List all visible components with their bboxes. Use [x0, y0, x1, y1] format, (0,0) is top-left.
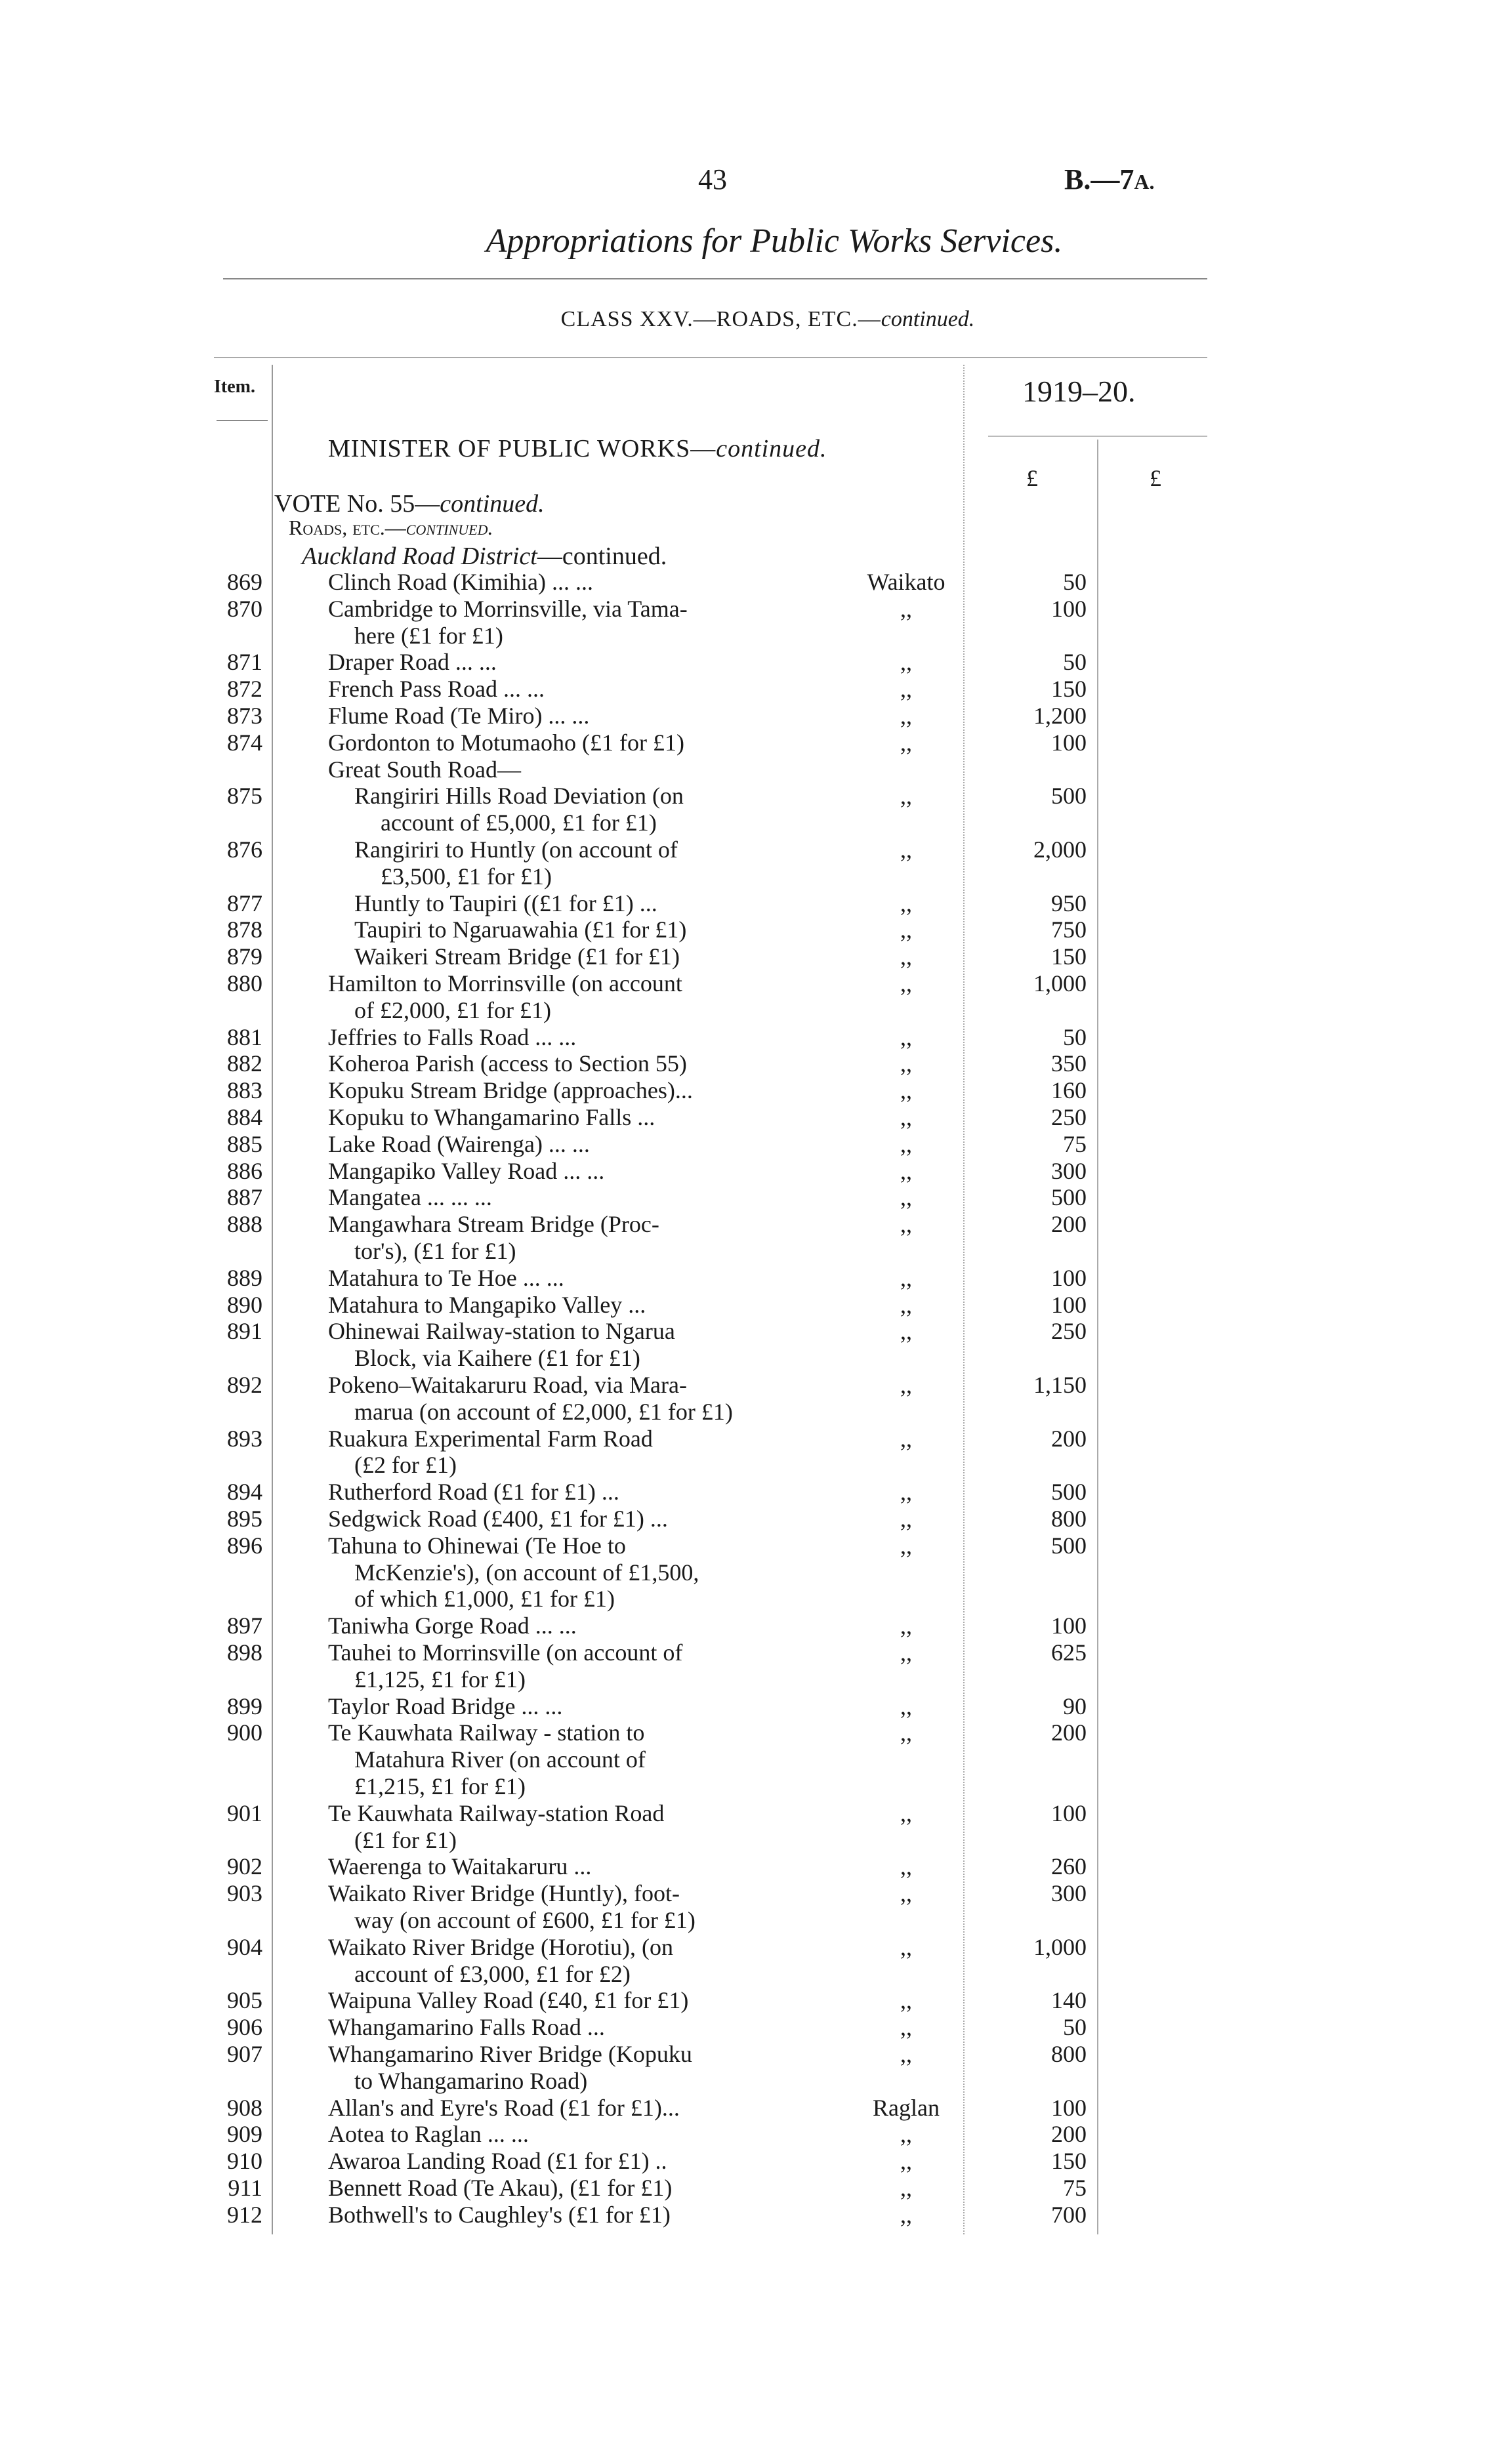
- district-name: ,,: [900, 1372, 912, 1398]
- item-description: Te Kauwhata Railway - station to: [328, 1719, 645, 1746]
- vote-heading: [274, 489, 545, 518]
- item-description: Huntly to Taupiri ((£1 for £1) ...: [354, 890, 657, 916]
- item-description: Waikato River Bridge (Horotiu), (on: [328, 1933, 673, 1960]
- item-number: 899: [227, 1693, 262, 1719]
- title-divider: [223, 278, 1207, 279]
- item-number: 906: [227, 2014, 262, 2041]
- amount-value: 100: [1051, 1612, 1087, 1639]
- item-description: Kopuku to Whangamarino Falls ...: [328, 1104, 655, 1130]
- item-number: 891: [227, 1318, 262, 1345]
- district-name: ,,: [900, 1532, 912, 1559]
- amount-value: 50: [1063, 1023, 1087, 1050]
- district-name: Waikato: [867, 569, 945, 595]
- item-description: Flume Road (Te Miro) ... ...: [328, 703, 590, 729]
- item-description: Matahura to Mangapiko Valley ...: [328, 1291, 646, 1318]
- class-title-main: CLASS XXV.—ROADS, ETC.—: [560, 307, 881, 331]
- currency-symbol-column-2: £: [1150, 465, 1161, 491]
- item-description: Rutherford Road (£1 for £1) ...: [328, 1479, 619, 1506]
- amount-value: 1,000: [1033, 1933, 1087, 1960]
- item-number: 880: [227, 970, 262, 996]
- amount-value: 500: [1051, 783, 1087, 810]
- amount-value: 950: [1051, 890, 1087, 916]
- amount-value: 1,150: [1033, 1372, 1087, 1398]
- item-description: Sedgwick Road (£400, £1 for £1) ...: [328, 1506, 668, 1532]
- item-number: 885: [227, 1130, 262, 1157]
- district-name: ,,: [900, 1130, 912, 1157]
- district-name: ,,: [900, 595, 912, 622]
- amount-value: 350: [1051, 1050, 1087, 1077]
- item-number: 897: [227, 1612, 262, 1639]
- amount-value: 300: [1051, 1157, 1087, 1184]
- item-description-continuation: (£2 for £1): [354, 1452, 457, 1479]
- amount-value: 90: [1063, 1693, 1087, 1719]
- item-number: 900: [227, 1719, 262, 1746]
- item-description-continuation: £1,215, £1 for £1): [354, 1773, 526, 1799]
- year-header-underline: [988, 436, 1207, 437]
- district-heading-suffix: —continued.: [537, 543, 667, 570]
- item-number: 894: [227, 1479, 262, 1506]
- item-description: Ohinewai Railway-station to Ngarua: [328, 1318, 675, 1345]
- amount-value: 100: [1051, 1264, 1087, 1291]
- district-name: ,,: [900, 729, 912, 756]
- item-number: 882: [227, 1050, 262, 1077]
- item-description-continuation: here (£1 for £1): [354, 622, 503, 649]
- item-description: Waikato River Bridge (Huntly), foot-: [328, 1880, 680, 1907]
- district-name: ,,: [900, 943, 912, 970]
- district-name: ,,: [900, 1719, 912, 1746]
- item-number: 902: [227, 1853, 262, 1880]
- item-description: Waerenga to Waitakaruru ...: [328, 1853, 592, 1880]
- item-description: Waikeri Stream Bridge (£1 for £1): [354, 943, 680, 970]
- district-name: ,,: [900, 1506, 912, 1532]
- item-column-rule: [272, 365, 273, 2234]
- item-description-continuation: Matahura River (on account of: [354, 1746, 646, 1773]
- amount-value: 750: [1051, 916, 1087, 943]
- district-name: ,,: [900, 916, 912, 943]
- district-column-rule: [963, 365, 965, 2234]
- item-description: Kopuku Stream Bridge (approaches)...: [328, 1077, 693, 1104]
- district-name: ,,: [900, 676, 912, 703]
- item-description: Aotea to Raglan ... ...: [328, 2121, 529, 2148]
- item-number: 911: [228, 2175, 262, 2201]
- item-number: 872: [227, 676, 262, 703]
- item-number: 873: [227, 703, 262, 729]
- item-number: 876: [227, 836, 262, 863]
- item-description: Mangapiko Valley Road ... ...: [328, 1157, 605, 1184]
- item-number: 887: [227, 1184, 262, 1211]
- item-column-header: Item.: [214, 377, 255, 397]
- district-name: ,,: [900, 2121, 912, 2148]
- amount-value: 1,200: [1033, 703, 1087, 729]
- item-description-continuation: way (on account of £600, £1 for £1): [354, 1906, 696, 1933]
- district-name: ,,: [900, 1880, 912, 1907]
- year-column-header: 1919–20.: [1022, 375, 1136, 408]
- amount-value: 200: [1051, 1211, 1087, 1238]
- item-description: Taniwha Gorge Road ... ...: [328, 1612, 577, 1639]
- amount-value: 75: [1063, 2175, 1087, 2201]
- item-description-continuation: account of £3,000, £1 for £2): [354, 1960, 631, 1987]
- amount-value: 625: [1051, 1639, 1087, 1666]
- item-description-continuation: to Whangamarino Road): [354, 2067, 588, 2094]
- district-name: ,,: [900, 1023, 912, 1050]
- amount-value: 700: [1051, 2201, 1087, 2228]
- district-name: ,,: [900, 1264, 912, 1291]
- item-description-continuation: of which £1,000, £1 for £1): [354, 1586, 615, 1612]
- item-description: Lake Road (Wairenga) ... ...: [328, 1130, 590, 1157]
- item-number: 890: [227, 1291, 262, 1318]
- district-name: ,,: [900, 1157, 912, 1184]
- amount-value: 150: [1051, 2148, 1087, 2175]
- item-description: Rangiriri Hills Road Deviation (on: [354, 783, 684, 810]
- district-name: ,,: [900, 1291, 912, 1318]
- item-description: Pokeno–Waitakaruru Road, via Mara-: [328, 1372, 687, 1398]
- item-description: Mangawhara Stream Bridge (Proc-: [328, 1211, 659, 1238]
- district-name: ,,: [900, 1799, 912, 1826]
- item-number: 898: [227, 1639, 262, 1666]
- district-name: ,,: [900, 1077, 912, 1104]
- item-description-continuation: (£1 for £1): [354, 1826, 457, 1853]
- district-name: ,,: [900, 1853, 912, 1880]
- item-description-continuation: £1,125, £1 for £1): [354, 1666, 526, 1693]
- item-description: Matahura to Te Hoe ... ...: [328, 1264, 564, 1291]
- district-name: Raglan: [873, 2094, 940, 2121]
- item-number: 878: [227, 916, 262, 943]
- item-number: 910: [227, 2148, 262, 2175]
- district-name: ,,: [900, 1184, 912, 1211]
- page-title: Appropriations for Public Works Services.: [486, 222, 1063, 260]
- amount-value: 100: [1051, 729, 1087, 756]
- amount-value: 1,000: [1033, 970, 1087, 996]
- item-number: 893: [227, 1425, 262, 1452]
- item-description: Rangiriri to Huntly (on account of: [354, 836, 678, 863]
- item-number: 886: [227, 1157, 262, 1184]
- minister-heading-suffix: continued.: [716, 435, 827, 462]
- item-number: 870: [227, 595, 262, 622]
- item-description: Taupiri to Ngaruawahia (£1 for £1): [354, 916, 687, 943]
- amount-value: 100: [1051, 1799, 1087, 1826]
- item-description: Awaroa Landing Road (£1 for £1) ..: [328, 2148, 667, 2175]
- roads-subheading-main: Roads, etc.—: [289, 516, 406, 539]
- class-title: [0, 307, 1496, 332]
- district-name: ,,: [900, 890, 912, 916]
- district-name: ,,: [900, 2014, 912, 2041]
- item-description: Bennett Road (Te Akau), (£1 for £1): [328, 2175, 673, 2201]
- amount-value: 150: [1051, 676, 1087, 703]
- item-description: Koheroa Parish (access to Section 55): [328, 1050, 687, 1077]
- item-number: 871: [227, 649, 262, 676]
- amount-value: 50: [1063, 2014, 1087, 2041]
- item-description: Tahuna to Ohinewai (Te Hoe to: [328, 1532, 626, 1559]
- district-name: ,,: [900, 1104, 912, 1130]
- amount-value: 100: [1051, 2094, 1087, 2121]
- page-number: 43: [698, 163, 727, 195]
- district-heading-main: Auckland Road District: [302, 543, 537, 570]
- amount-value: 75: [1063, 1130, 1087, 1157]
- district-name: ,,: [900, 1050, 912, 1077]
- amount-value: 100: [1051, 1291, 1087, 1318]
- item-number: 895: [227, 1506, 262, 1532]
- item-number: 881: [227, 1023, 262, 1050]
- district-name: ,,: [900, 1639, 912, 1666]
- item-description: French Pass Road ... ...: [328, 676, 545, 703]
- item-number: 888: [227, 1211, 262, 1238]
- item-description: Allan's and Eyre's Road (£1 for £1)...: [328, 2094, 680, 2121]
- item-description: Clinch Road (Kimihia) ... ...: [328, 569, 593, 595]
- item-description: Great South Road—: [328, 756, 521, 783]
- district-name: ,,: [900, 2041, 912, 2067]
- vote-heading-suffix: continued.: [440, 490, 545, 518]
- district-name: ,,: [900, 970, 912, 996]
- currency-symbol-column-1: £: [1026, 465, 1038, 491]
- amount-value: 500: [1051, 1532, 1087, 1559]
- district-name: ,,: [900, 1693, 912, 1719]
- minister-heading-main: MINISTER OF PUBLIC WORKS—: [328, 435, 717, 462]
- district-name: ,,: [900, 1211, 912, 1238]
- class-title-suffix: continued.: [881, 307, 975, 331]
- district-name: ,,: [900, 2148, 912, 2175]
- document-reference-suffix: A.: [1134, 170, 1155, 194]
- item-description: Draper Road ... ...: [328, 649, 497, 676]
- district-name: ,,: [900, 2175, 912, 2201]
- roads-subheading: [289, 516, 493, 540]
- amount-value: 200: [1051, 2121, 1087, 2148]
- amount-value: 250: [1051, 1104, 1087, 1130]
- item-number: 896: [227, 1532, 262, 1559]
- document-reference: [1064, 163, 1154, 196]
- item-number: 912: [227, 2201, 262, 2228]
- item-number: 905: [227, 1987, 262, 2014]
- amount-value: 100: [1051, 595, 1087, 622]
- amount-value: 800: [1051, 2041, 1087, 2067]
- item-number: 869: [227, 569, 262, 595]
- district-name: ,,: [900, 1612, 912, 1639]
- item-number: 883: [227, 1077, 262, 1104]
- district-name: ,,: [900, 703, 912, 729]
- item-description: Bothwell's to Caughley's (£1 for £1): [328, 2201, 671, 2228]
- amount-value: 200: [1051, 1425, 1087, 1452]
- item-description: Whangamarino Falls Road ...: [328, 2014, 605, 2041]
- item-number: 908: [227, 2094, 262, 2121]
- item-description-continuation: tor's), (£1 for £1): [354, 1237, 516, 1264]
- amount-value: 300: [1051, 1880, 1087, 1907]
- amount-value: 2,000: [1033, 836, 1087, 863]
- item-description: Te Kauwhata Railway-station Road: [328, 1799, 665, 1826]
- amount-column-rule: [1097, 440, 1098, 2234]
- item-number: 889: [227, 1264, 262, 1291]
- amount-value: 160: [1051, 1077, 1087, 1104]
- amount-value: 250: [1051, 1318, 1087, 1345]
- item-number: 875: [227, 783, 262, 810]
- amount-value: 50: [1063, 569, 1087, 595]
- item-number: 907: [227, 2041, 262, 2067]
- item-description: Whangamarino River Bridge (Kopuku: [328, 2041, 692, 2067]
- item-description-continuation: £3,500, £1 for £1): [381, 863, 552, 890]
- item-number: 874: [227, 729, 262, 756]
- district-name: ,,: [900, 1425, 912, 1452]
- amount-value: 260: [1051, 1853, 1087, 1880]
- item-number: 879: [227, 943, 262, 970]
- item-description: Gordonton to Motumaoho (£1 for £1): [328, 729, 684, 756]
- amount-value: 500: [1051, 1479, 1087, 1506]
- item-number: 903: [227, 1880, 262, 1907]
- district-name: ,,: [900, 836, 912, 863]
- item-description-continuation: marua (on account of £2,000, £1 for £1): [354, 1398, 733, 1425]
- district-name: ,,: [900, 1318, 912, 1345]
- item-number: 877: [227, 890, 262, 916]
- district-name: ,,: [900, 1987, 912, 2014]
- table-top-rule: [214, 357, 1207, 358]
- item-description: Tauhei to Morrinsville (on account of: [328, 1639, 683, 1666]
- item-number: 884: [227, 1104, 262, 1130]
- item-description: Waipuna Valley Road (£40, £1 for £1): [328, 1987, 689, 2014]
- item-description: Cambridge to Morrinsville, via Tama-: [328, 595, 688, 622]
- item-description-continuation: McKenzie's), (on account of £1,500,: [354, 1559, 699, 1586]
- district-name: ,,: [900, 783, 912, 810]
- item-description: Mangatea ... ... ...: [328, 1184, 492, 1211]
- item-number: 901: [227, 1799, 262, 1826]
- roads-subheading-suffix: continued.: [405, 516, 493, 539]
- item-header-underline: [217, 420, 268, 421]
- item-description: Hamilton to Morrinsville (on account: [328, 970, 682, 996]
- item-description-continuation: of £2,000, £1 for £1): [354, 996, 551, 1023]
- item-number: 904: [227, 1933, 262, 1960]
- document-reference-main: B.—7: [1064, 163, 1134, 195]
- amount-value: 500: [1051, 1184, 1087, 1211]
- item-description-continuation: Block, via Kaihere (£1 for £1): [354, 1345, 640, 1372]
- district-name: ,,: [900, 1479, 912, 1506]
- amount-value: 200: [1051, 1719, 1087, 1746]
- vote-heading-main: VOTE No. 55—: [274, 490, 440, 518]
- amount-value: 50: [1063, 649, 1087, 676]
- district-heading: [302, 542, 667, 571]
- district-name: ,,: [900, 1933, 912, 1960]
- amount-value: 150: [1051, 943, 1087, 970]
- district-name: ,,: [900, 2201, 912, 2228]
- amount-value: 140: [1051, 1987, 1087, 2014]
- item-description: Ruakura Experimental Farm Road: [328, 1425, 653, 1452]
- item-number: 909: [227, 2121, 262, 2148]
- item-number: 892: [227, 1372, 262, 1398]
- item-description: Taylor Road Bridge ... ...: [328, 1693, 563, 1719]
- district-name: ,,: [900, 649, 912, 676]
- item-description-continuation: account of £5,000, £1 for £1): [381, 810, 657, 836]
- minister-heading: [328, 434, 827, 463]
- item-description: Jeffries to Falls Road ... ...: [328, 1023, 577, 1050]
- amount-value: 800: [1051, 1506, 1087, 1532]
